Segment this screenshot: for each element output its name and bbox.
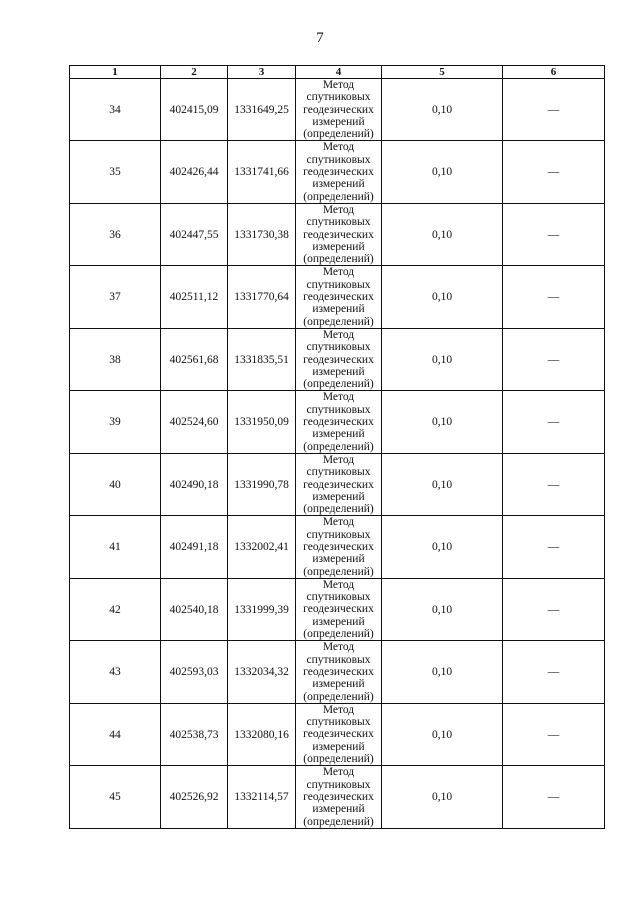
method-cell — [296, 453, 382, 515]
y-coordinate-cell: 1331999,39 — [228, 578, 296, 640]
method-line: измерений — [312, 678, 365, 691]
method-line: измерений — [312, 615, 365, 628]
method-line: измерений — [312, 178, 365, 191]
method-line: измерений — [312, 365, 365, 378]
method-cell — [296, 578, 382, 640]
y-coordinate-cell: 1331649,25 — [228, 79, 296, 141]
method-line: геодезических — [303, 728, 374, 741]
method-line: геодезических — [303, 228, 374, 241]
table-row — [70, 328, 605, 390]
table-row — [70, 703, 605, 765]
method-line: Метод — [322, 453, 355, 466]
point-number-cell: 40 — [70, 453, 161, 515]
method-line: (определений) — [303, 565, 374, 578]
point-number-cell: 44 — [70, 703, 161, 765]
method-line: измерений — [312, 428, 365, 441]
dash-cell: — — [503, 703, 605, 765]
method-cell — [296, 328, 382, 390]
point-number-cell: 36 — [70, 203, 161, 265]
method-line: (определений) — [303, 690, 374, 703]
error-cell: 0,10 — [382, 203, 503, 265]
x-coordinate-cell: 402426,44 — [161, 141, 228, 203]
dash-cell: — — [503, 641, 605, 703]
x-coordinate-cell: 402491,18 — [161, 516, 228, 578]
method-cell — [296, 266, 382, 328]
method-line: спутниковых — [306, 591, 371, 604]
y-coordinate-cell: 1332080,16 — [228, 703, 296, 765]
method-cell — [296, 79, 382, 141]
y-coordinate-cell: 1332114,57 — [228, 766, 296, 828]
method-line: (определений) — [303, 378, 374, 391]
column-header: 5 — [382, 66, 503, 79]
method-line: Метод — [322, 703, 355, 716]
method-line: спутниковых — [306, 91, 371, 104]
method-line: (определений) — [303, 128, 374, 141]
y-coordinate-cell: 1331730,38 — [228, 203, 296, 265]
method-line: измерений — [312, 115, 365, 128]
method-line: Метод — [322, 79, 355, 91]
method-cell — [296, 641, 382, 703]
dash-cell: — — [503, 203, 605, 265]
table-row — [70, 141, 605, 203]
dash-cell: — — [503, 578, 605, 640]
method-line: геодезических — [303, 540, 374, 553]
error-cell: 0,10 — [382, 266, 503, 328]
method-line: Метод — [322, 766, 355, 779]
method-line: (определений) — [303, 815, 374, 828]
table-body — [70, 79, 605, 829]
method-line: геодезических — [303, 478, 374, 491]
point-number-cell: 35 — [70, 141, 161, 203]
point-number-cell: 41 — [70, 516, 161, 578]
y-coordinate-cell: 1332034,32 — [228, 641, 296, 703]
dash-cell: — — [503, 453, 605, 515]
method-line: (определений) — [303, 628, 374, 641]
method-cell — [296, 703, 382, 765]
table-row — [70, 266, 605, 328]
point-number-cell: 43 — [70, 641, 161, 703]
method-line: измерений — [312, 490, 365, 503]
y-coordinate-cell: 1331950,09 — [228, 391, 296, 453]
method-line: спутниковых — [306, 528, 371, 541]
table-row — [70, 391, 605, 453]
point-number-cell: 38 — [70, 328, 161, 390]
method-line: спутниковых — [306, 403, 371, 416]
x-coordinate-cell: 402490,18 — [161, 453, 228, 515]
table-row — [70, 578, 605, 640]
method-line: геодезических — [303, 416, 374, 429]
method-line: измерений — [312, 740, 365, 753]
table-row — [70, 766, 605, 828]
method-line: спутниковых — [306, 216, 371, 229]
method-line: Метод — [322, 203, 355, 216]
method-line: геодезических — [303, 603, 374, 616]
table-row — [70, 203, 605, 265]
x-coordinate-cell: 402538,73 — [161, 703, 228, 765]
method-line: Метод — [322, 516, 355, 529]
method-line: Метод — [322, 391, 355, 404]
method-line: (определений) — [303, 315, 374, 328]
point-number-cell: 45 — [70, 766, 161, 828]
dash-cell: — — [503, 79, 605, 141]
method-line: спутниковых — [306, 278, 371, 291]
method-line: Метод — [322, 328, 355, 341]
method-line: Метод — [322, 141, 355, 154]
error-cell: 0,10 — [382, 141, 503, 203]
method-line: (определений) — [303, 253, 374, 266]
x-coordinate-cell: 402447,55 — [161, 203, 228, 265]
error-cell: 0,10 — [382, 79, 503, 141]
method-cell — [296, 141, 382, 203]
dash-cell: — — [503, 516, 605, 578]
error-cell: 0,10 — [382, 703, 503, 765]
method-line: спутниковых — [306, 153, 371, 166]
table-row — [70, 516, 605, 578]
y-coordinate-cell: 1332002,41 — [228, 516, 296, 578]
method-line: измерений — [312, 553, 365, 566]
point-number-cell: 39 — [70, 391, 161, 453]
dash-cell: — — [503, 766, 605, 828]
y-coordinate-cell: 1331835,51 — [228, 328, 296, 390]
x-coordinate-cell: 402540,18 — [161, 578, 228, 640]
method-cell — [296, 391, 382, 453]
table-header-row — [70, 66, 605, 79]
column-header: 2 — [161, 66, 228, 79]
method-line: геодезических — [303, 291, 374, 304]
error-cell: 0,10 — [382, 641, 503, 703]
method-line: измерений — [312, 303, 365, 316]
x-coordinate-cell: 402511,12 — [161, 266, 228, 328]
dash-cell: — — [503, 328, 605, 390]
error-cell: 0,10 — [382, 453, 503, 515]
x-coordinate-cell: 402524,60 — [161, 391, 228, 453]
method-line: спутниковых — [306, 778, 371, 791]
method-cell — [296, 516, 382, 578]
method-line: геодезических — [303, 665, 374, 678]
x-coordinate-cell: 402526,92 — [161, 766, 228, 828]
method-line: геодезических — [303, 166, 374, 179]
column-header: 3 — [228, 66, 296, 79]
method-line: Метод — [322, 641, 355, 654]
method-line: геодезических — [303, 790, 374, 803]
y-coordinate-cell: 1331741,66 — [228, 141, 296, 203]
error-cell: 0,10 — [382, 578, 503, 640]
error-cell: 0,10 — [382, 328, 503, 390]
coordinates-table — [69, 65, 605, 829]
point-number-cell: 42 — [70, 578, 161, 640]
column-header: 1 — [70, 66, 161, 79]
page-number: 7 — [316, 30, 324, 46]
method-line: измерений — [312, 803, 365, 816]
method-line: (определений) — [303, 503, 374, 516]
error-cell: 0,10 — [382, 766, 503, 828]
column-header: 4 — [296, 66, 382, 79]
y-coordinate-cell: 1331990,78 — [228, 453, 296, 515]
error-cell: 0,10 — [382, 516, 503, 578]
x-coordinate-cell: 402593,03 — [161, 641, 228, 703]
dash-cell: — — [503, 141, 605, 203]
x-coordinate-cell: 402415,09 — [161, 79, 228, 141]
method-line: спутниковых — [306, 716, 371, 729]
table-row — [70, 641, 605, 703]
dash-cell: — — [503, 391, 605, 453]
method-line: спутниковых — [306, 341, 371, 354]
method-line: спутниковых — [306, 653, 371, 666]
point-number-cell: 37 — [70, 266, 161, 328]
method-line: (определений) — [303, 440, 374, 453]
method-line: геодезических — [303, 353, 374, 366]
error-cell: 0,10 — [382, 391, 503, 453]
method-line: измерений — [312, 240, 365, 253]
column-header: 6 — [503, 66, 605, 79]
method-line: спутниковых — [306, 466, 371, 479]
method-cell — [296, 766, 382, 828]
method-line: Метод — [322, 266, 355, 279]
method-line: Метод — [322, 578, 355, 591]
point-number-cell: 34 — [70, 79, 161, 141]
method-line: (определений) — [303, 753, 374, 766]
y-coordinate-cell: 1331770,64 — [228, 266, 296, 328]
table-row — [70, 453, 605, 515]
method-cell — [296, 203, 382, 265]
x-coordinate-cell: 402561,68 — [161, 328, 228, 390]
method-line: геодезических — [303, 103, 374, 116]
dash-cell: — — [503, 266, 605, 328]
method-line: (определений) — [303, 190, 374, 203]
table-row — [70, 79, 605, 141]
